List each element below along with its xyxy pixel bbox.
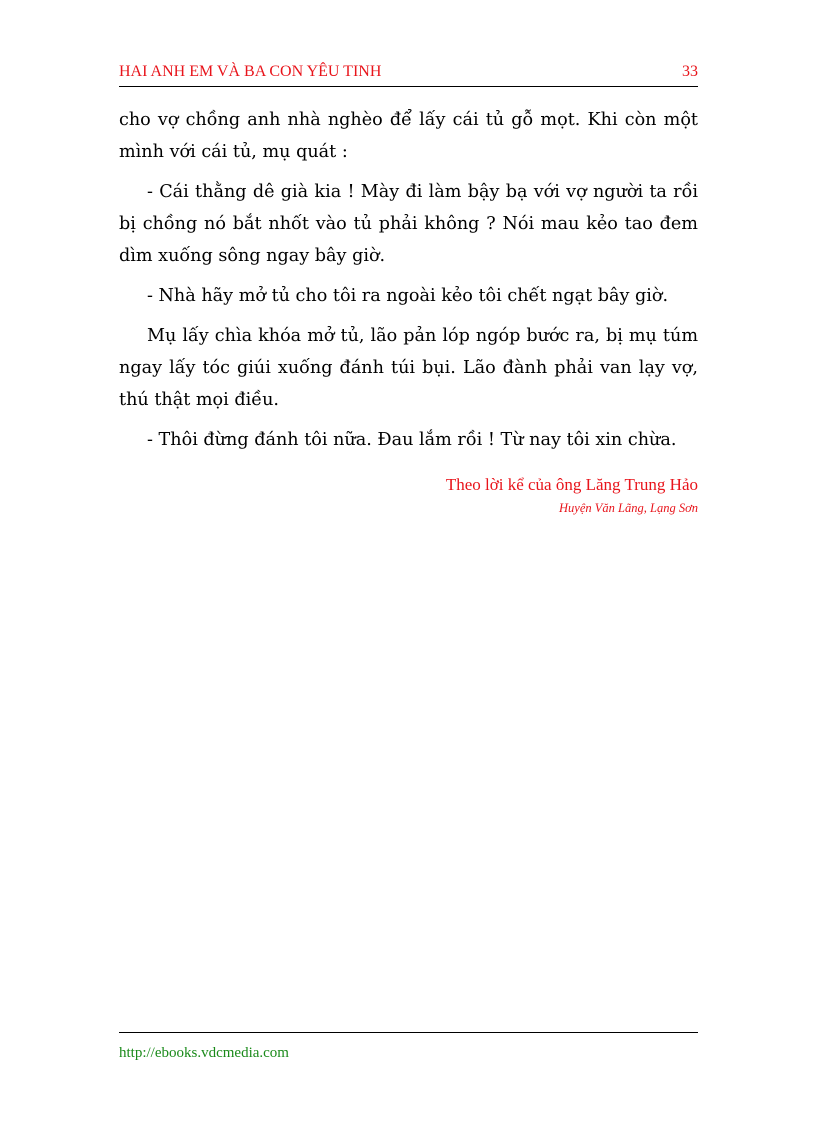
narrator-credit: Theo lời kể của ông Lăng Trung Hảo xyxy=(445,475,698,494)
paragraph-1: cho vợ chồng anh nhà nghèo để lấy cái tủ gỗ mọt. Khi còn một mình với cái tủ, mụ quát : xyxy=(119,110,698,162)
footer-divider xyxy=(119,1032,698,1033)
story-body xyxy=(119,104,698,464)
paragraph-4: Mụ lấy chìa khóa mở tủ, lão pản lóp ngóp bước ra, bị mụ túm ngay lấy tóc giúi xuống đánh túi bụi. Lão đành phải van lạy vợ, thú thật mọi điều. xyxy=(119,326,698,410)
footer-link[interactable]: http://ebooks.vdcmedia.com xyxy=(119,1045,289,1061)
page-header xyxy=(119,62,698,87)
running-title: HAI ANH EM VÀ BA CON YÊU TINH xyxy=(119,63,382,80)
paragraph-5: - Thôi đừng đánh tôi nữa. Đau lắm rồi ! Từ nay tôi xin chừa. xyxy=(147,430,677,450)
narrator-location: Huyện Văn Lãng, Lạng Sơn xyxy=(559,501,698,515)
paragraph-3: - Nhà hãy mở tủ cho tôi ra ngoài kẻo tôi chết ngạt bây giờ. xyxy=(147,286,669,306)
paragraph-2: - Cái thằng dê già kia ! Mày đi làm bậy bạ với vợ người ta rồi bị chồng nó bắt nhốt vào tủ phải không ? Nói mau kẻo tao đem dìm xuống sông ngay bây giờ. xyxy=(119,182,698,266)
page-number: 33 xyxy=(682,63,698,80)
